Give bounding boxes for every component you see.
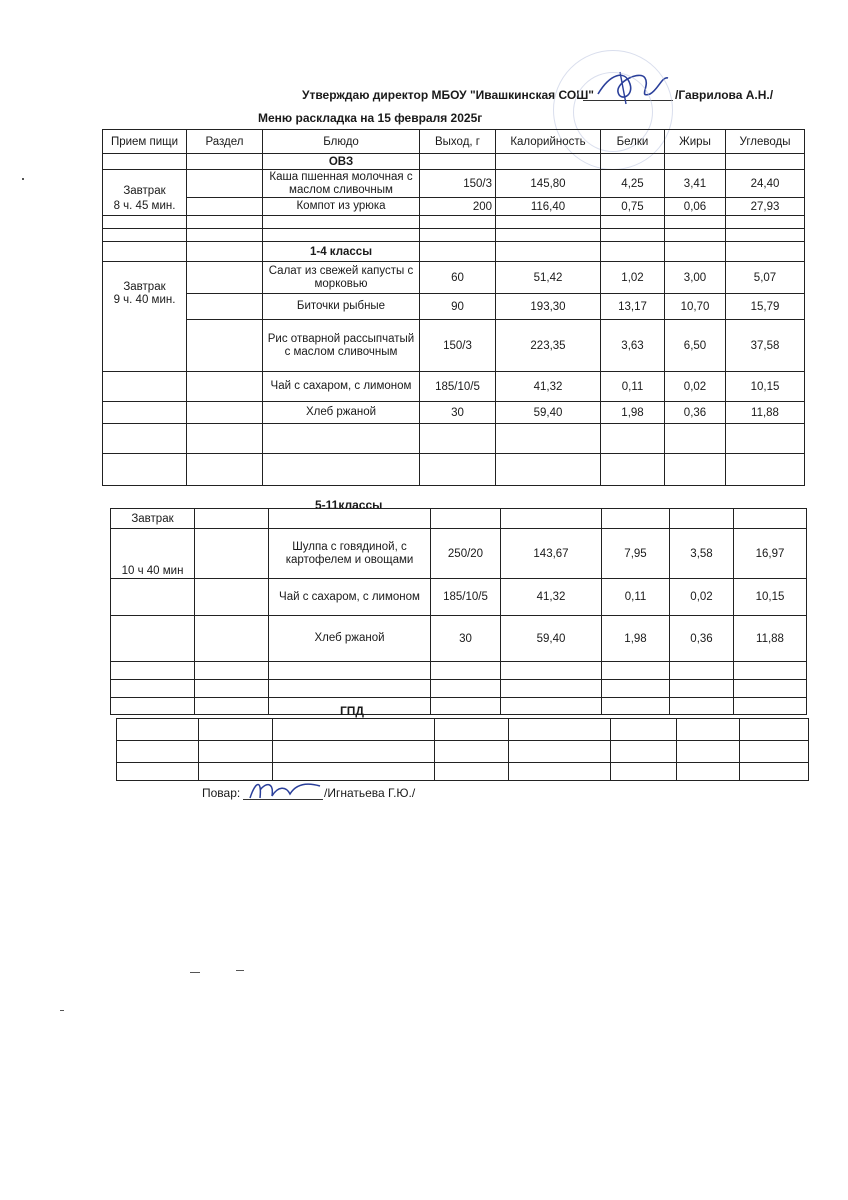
cook-name: /Игнатьева Г.Ю./ (324, 786, 416, 800)
meal-label: Завтрак (103, 262, 187, 294)
table-header-row (103, 130, 805, 154)
fat-value: 0,02 (670, 579, 734, 616)
menu-table-gpd (116, 718, 809, 781)
carbs-value: 27,93 (726, 198, 805, 216)
kcal-value: 143,67 (501, 529, 602, 579)
kcal-value: 41,32 (501, 579, 602, 616)
approval-line (302, 88, 594, 102)
col-protein: Белки (601, 130, 665, 154)
cook-signature (244, 776, 324, 804)
kcal-value: 41,32 (496, 372, 601, 402)
col-kcal: Калорийность (496, 130, 601, 154)
section-title-gpd: ГПД (340, 704, 364, 718)
fat-value: 3,41 (665, 170, 726, 198)
carbs-value: 16,97 (734, 529, 807, 579)
col-dish: Блюдо (263, 130, 420, 154)
empty-row (103, 424, 805, 454)
empty-row (103, 454, 805, 486)
approval-suffix: /Гаврилова А.Н./ (675, 88, 774, 102)
table-row (111, 509, 807, 529)
output-value: 185/10/5 (420, 372, 496, 402)
dish-name: Биточки рыбные (263, 294, 420, 320)
dish-name: Хлеб ржаной (263, 402, 420, 424)
approval-prefix: Утверждаю директор МБОУ "Ивашкинская СОШ" (302, 88, 594, 102)
section-row-1-4 (103, 242, 805, 262)
fat-value: 6,50 (665, 320, 726, 372)
output-value: 150/3 (420, 320, 496, 372)
col-section: Раздел (187, 130, 263, 154)
table-row (103, 198, 805, 216)
kcal-value: 193,30 (496, 294, 601, 320)
col-fat: Жиры (665, 130, 726, 154)
col-output: Выход, г (420, 130, 496, 154)
fat-value: 0,36 (665, 402, 726, 424)
kcal-value: 223,35 (496, 320, 601, 372)
dish-name: Каша пшенная молочная с маслом сливочным (263, 170, 420, 198)
protein-value: 13,17 (601, 294, 665, 320)
dish-name: Чай с сахаром, с лимоном (269, 579, 431, 616)
carbs-value: 5,07 (726, 262, 805, 294)
section-title-5-11: 5-11классы (315, 498, 383, 512)
menu-table-main (102, 129, 805, 486)
output-value: 90 (420, 294, 496, 320)
page-title: Меню раскладка на 15 февраля 2025г (258, 111, 483, 125)
output-value: 200 (420, 198, 496, 216)
protein-value: 1,02 (601, 262, 665, 294)
dish-name: Чай с сахаром, с лимоном (263, 372, 420, 402)
col-meal: Прием пищи (103, 130, 187, 154)
dish-name: Компот из урюка (263, 198, 420, 216)
empty-row (117, 719, 809, 741)
protein-value: 1,98 (601, 402, 665, 424)
carbs-value: 15,79 (726, 294, 805, 320)
dish-name: Рис отварной рассыпчатый с маслом сливочным (263, 320, 420, 372)
protein-value: 4,25 (601, 170, 665, 198)
empty-row (103, 229, 805, 242)
empty-row (117, 741, 809, 763)
carbs-value: 10,15 (734, 579, 807, 616)
kcal-value: 116,40 (496, 198, 601, 216)
section-title-1-4: 1-4 классы (263, 242, 420, 262)
table-row (103, 262, 805, 294)
output-value: 185/10/5 (431, 579, 501, 616)
protein-value: 0,75 (601, 198, 665, 216)
section-title-ovz: ОВЗ (263, 154, 420, 170)
carbs-value: 11,88 (726, 402, 805, 424)
meal-time: 9 ч. 40 мин. (103, 294, 187, 320)
cook-label: Повар: (202, 786, 241, 800)
carbs-value: 24,40 (726, 170, 805, 198)
table-row (111, 616, 807, 662)
meal-time: 8 ч. 45 мин. (103, 198, 187, 216)
dish-name: Шулпа с говядиной, с картофелем и овощами (269, 529, 431, 579)
empty-row (111, 662, 807, 680)
table-row (103, 294, 805, 320)
empty-row (111, 680, 807, 698)
protein-value: 7,95 (602, 529, 670, 579)
kcal-value: 51,42 (496, 262, 601, 294)
protein-value: 0,11 (602, 579, 670, 616)
carbs-value: 37,58 (726, 320, 805, 372)
menu-table-5-11 (110, 508, 807, 715)
table-row (103, 320, 805, 372)
fat-value: 3,58 (670, 529, 734, 579)
meal-time: 10 ч 40 мин (111, 529, 195, 579)
table-row (103, 372, 805, 402)
protein-value: 0,11 (601, 372, 665, 402)
protein-value: 1,98 (602, 616, 670, 662)
scan-speck (236, 970, 244, 971)
fat-value: 10,70 (665, 294, 726, 320)
kcal-value: 145,80 (496, 170, 601, 198)
meal-label: Завтрак (103, 170, 187, 198)
carbs-value: 10,15 (726, 372, 805, 402)
table-row (111, 529, 807, 579)
output-value: 250/20 (431, 529, 501, 579)
fat-value: 0,02 (665, 372, 726, 402)
scan-speck (60, 1010, 64, 1011)
output-value: 30 (420, 402, 496, 424)
dish-name: Салат из свежей капусты с морковью (263, 262, 420, 294)
kcal-value: 59,40 (501, 616, 602, 662)
kcal-value: 59,40 (496, 402, 601, 424)
empty-row (111, 698, 807, 715)
meal-label: Завтрак (111, 509, 195, 529)
empty-row (117, 763, 809, 781)
empty-row (103, 216, 805, 229)
dish-name: Хлеб ржаной (269, 616, 431, 662)
col-carbs: Углеводы (726, 130, 805, 154)
output-value: 30 (431, 616, 501, 662)
fat-value: 0,36 (670, 616, 734, 662)
fat-value: 3,00 (665, 262, 726, 294)
protein-value: 3,63 (601, 320, 665, 372)
table-row (111, 579, 807, 616)
carbs-value: 11,88 (734, 616, 807, 662)
table-row (103, 170, 805, 198)
scan-speck (22, 178, 24, 180)
output-value: 150/3 (420, 170, 496, 198)
section-row-ovz (103, 154, 805, 170)
fat-value: 0,06 (665, 198, 726, 216)
table-row (103, 402, 805, 424)
scan-speck (190, 972, 200, 973)
output-value: 60 (420, 262, 496, 294)
